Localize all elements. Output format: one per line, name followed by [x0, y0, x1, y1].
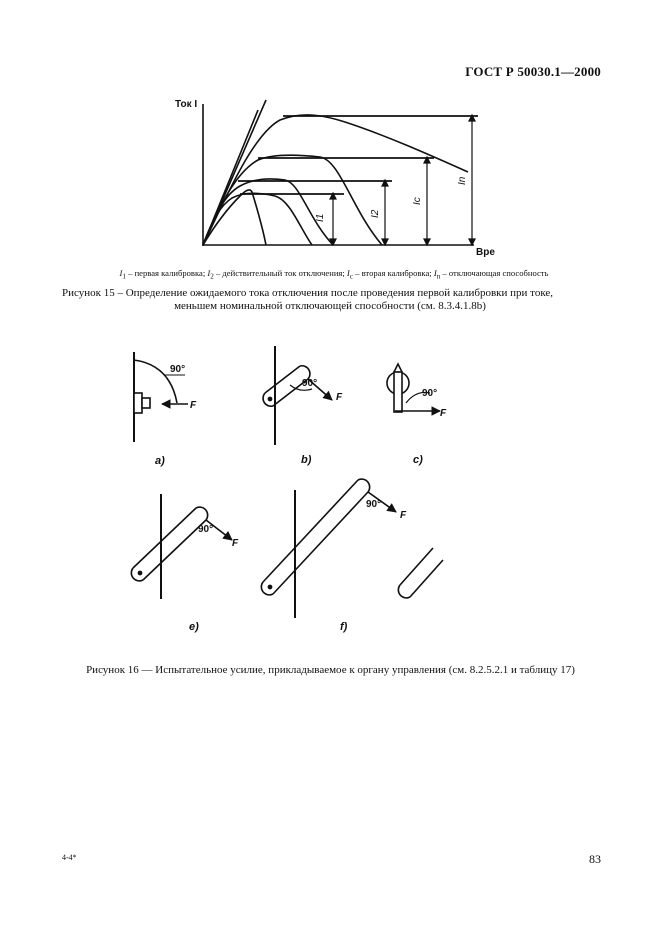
y-axis-label: Ток I: [175, 99, 198, 110]
standard-header: ГОСТ Р 50030.1—2000: [465, 64, 601, 79]
figure-16-caption: Рисунок 16 — Испытательное усилие, прикладываемое к органу управления (см. 8.2.5.2.1 и таблицу 17): [86, 664, 575, 676]
curve-in: [203, 115, 468, 245]
angle-label-b: 90°: [302, 378, 318, 389]
force-label-c: F: [440, 408, 447, 419]
force-label-e: F: [232, 538, 239, 549]
figure-15-caption: [62, 287, 598, 313]
sublabel-b: b): [301, 454, 312, 466]
figure-16e-drawing: [131, 494, 232, 599]
angle-label-f: 90°: [366, 499, 382, 510]
angle-label-e: 90°: [198, 524, 214, 535]
footer-left-mark: 4-4*: [62, 853, 77, 862]
figure-16f-drawing: [261, 479, 443, 618]
curve-cut: [203, 190, 266, 245]
angle-label-c: 90°: [422, 388, 438, 399]
figure-15-caption-line2: меньшем номинальной отключающей способности (см. 8.3.4.1.8b): [174, 300, 486, 312]
label-i2: I2: [370, 209, 381, 218]
figure-15-legend: $I_1$ – первая калибровка; $I_2$ – действительный ток отключения; $I_c$ – вторая калибровка; $I_n$ – отключающая способность: [119, 268, 549, 281]
sublabel-f: f): [340, 621, 348, 633]
sublabel-c: c): [413, 454, 423, 466]
force-label-b: F: [336, 392, 343, 403]
curve-i2: [203, 179, 333, 245]
figure-16b-drawing: [263, 346, 332, 445]
label-in: In: [457, 176, 468, 185]
label-ic: Ic: [412, 197, 423, 205]
force-label-f: F: [400, 510, 407, 521]
sublabel-e: e): [189, 621, 199, 633]
sublabel-a: a): [155, 455, 165, 467]
page-number: 83: [589, 852, 601, 866]
figure-15-caption-line1: Рисунок 15 – Определение ожидаемого тока отключения после проведения первой калибровки при токе,: [62, 287, 554, 299]
figure-16-drawings: [0, 330, 661, 650]
angle-label-a: 90°: [170, 364, 186, 375]
figure-15-graph: [0, 0, 661, 270]
force-label-a: F: [190, 400, 197, 411]
x-axis-label: Вре: [476, 247, 495, 258]
label-i1: I1: [315, 213, 326, 222]
